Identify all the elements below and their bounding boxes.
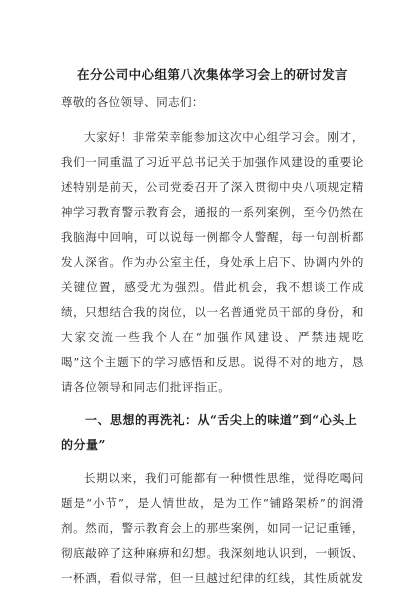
section-heading: 一、思想的再洗礼：从“舌尖上的味道”到“心头上的分量”: [61, 413, 358, 452]
document-title: 在分公司中心组第八次集体学习会上的研讨发言: [77, 67, 348, 82]
salutation: 尊敬的各位领导、同志们：: [61, 95, 204, 109]
section-paragraph: 长期以来，我们可能都有一种惯性思维，觉得吃喝问题是“小节”，是人情世故，是为工作“铺路架桥”的润滑剂。然而，警示教育会上的那些案例，如同一记记重锤，彻底敲碎了这种麻痹和幻想。我深刻地认识到，一顿饭、一杯酒，看似寻常，但一旦越过纪律的红线，其性质就发: [61, 471, 364, 585]
opening-paragraph: 大家好！非常荣幸能参加这次中心组学习会。刚才，我们一同重温了习近平总书记关于加强作风建设的重要论述特别是前天，公司党委召开了深入贯彻中央八项规定精神学习教育警示教育会，通报的一系列案例，至今仍然在我脑海中回响，可以说每一例都令人警醒，每一句剖析都发人深省。作为办公室主任，身处承上启下、协调内外的关键位置，感受尤为强烈。借此机会，我不想谈工作成绩，只想结合我的岗位，以一名普通党员干部的身份，和大家交流一些我个人在“加强作风建设、严禁违规吃喝”这个主题下的学习感悟和反思。说得不对的地方，恳请各位领导和同志们批评指正。: [61, 130, 364, 394]
